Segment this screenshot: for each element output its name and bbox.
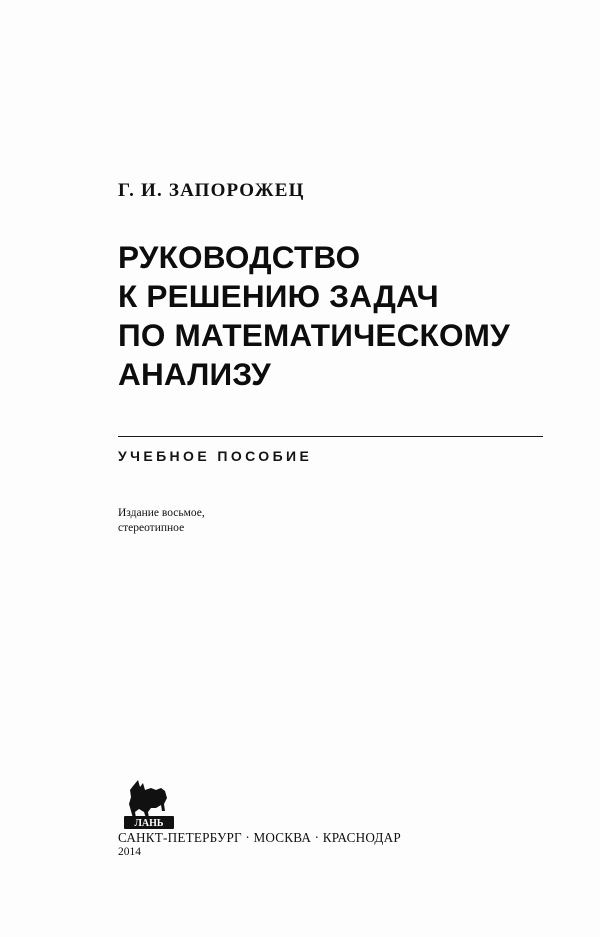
book-subtitle: УЧЕБНОЕ ПОСОБИЕ [118,448,313,464]
edition-line-2: стереотипное [118,522,185,534]
edition-line-1: Издание восьмое, [118,507,205,519]
publisher-cities: САНКТ-ПЕТЕРБУРГ · МОСКВА · КРАСНОДАР [118,830,401,845]
publisher-block [118,778,418,830]
book-title-line-4: АНАЛИЗУ [118,356,271,392]
title-page-content [118,0,548,937]
divider-rule [118,436,543,437]
publication-year: 2014 [118,846,141,858]
publisher-logo-icon [118,778,180,830]
book-title [118,238,548,394]
svg-text:ЛАНЬ: ЛАНЬ [134,818,164,829]
author-name: Г. И. ЗАПОРОЖЕЦ [118,180,305,201]
book-title-line-2: К РЕШЕНИЮ ЗАДАЧ [118,278,439,314]
book-title-line-3: ПО МАТЕМАТИЧЕСКОМУ [118,317,510,353]
edition-note [118,506,205,536]
book-title-line-1: РУКОВОДСТВО [118,239,361,275]
